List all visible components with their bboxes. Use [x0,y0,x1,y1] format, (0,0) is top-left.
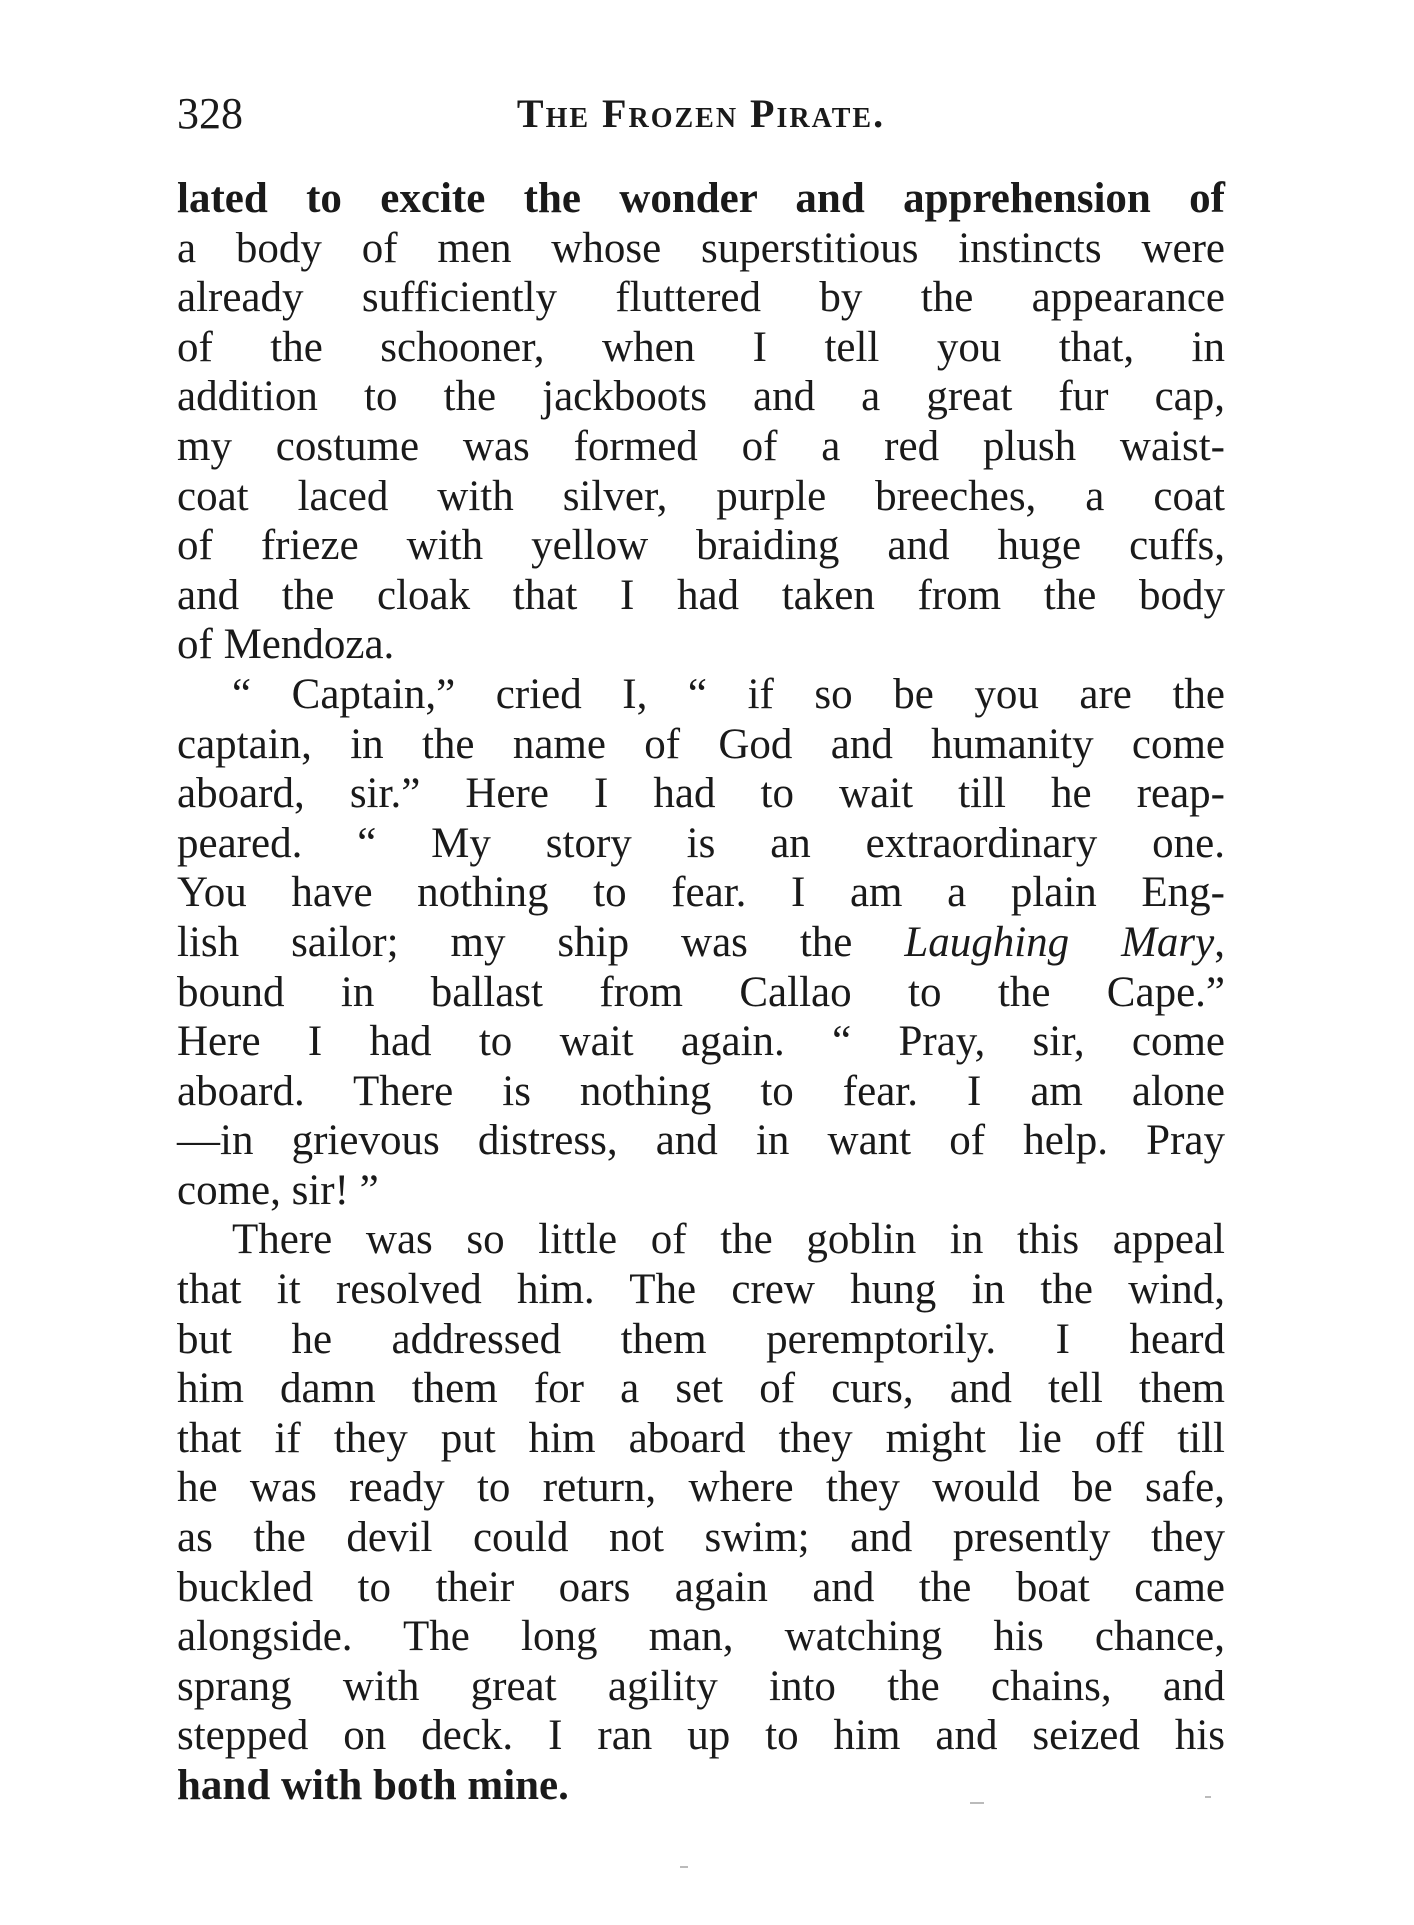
text-line: that it resolved him. The crew hung in the wind, [177,1266,1225,1314]
text-line: but he addressed them peremptorily. I heard [177,1315,1225,1363]
text-line: captain, in the name of God and humanity come [177,720,1225,768]
text-line: peared. “ My story is an extraordinary one. [177,819,1225,867]
body-text [177,174,1225,1811]
text-line: addition to the jackboots and a great fur cap, [177,373,1225,421]
text-line: as the devil could not swim; and presently they [177,1514,1225,1562]
running-title: The Frozen Pirate. [516,91,886,136]
text-line: come, sir! ” [177,1166,379,1214]
text-line: and the cloak that I had taken from the body [177,571,1225,619]
page-number: 328 [177,89,243,138]
ship-name: Laughing Mary [904,918,1215,966]
text-line: You have nothing to fear. I am a plain Eng- [177,869,1225,917]
text-line: he was ready to return, where they would be safe, [177,1464,1225,1512]
text-line-with-italic [177,918,1225,968]
text-line: aboard, sir.” Here I had to wait till he reap- [177,770,1225,818]
line-end: , [1214,918,1226,966]
page-header [177,88,1225,140]
text-line: stepped on deck. I ran up to him and seized his [177,1712,1225,1760]
text-line: that if they put him aboard they might lie off till [177,1414,1225,1462]
text-line: of Mendoza. [177,621,395,669]
text-line: buckled to their oars again and the boat came [177,1563,1225,1611]
text-line: —in grievous distress, and in want of help. Pray [177,1117,1225,1165]
text-line: Here I had to wait again. “ Pray, sir, come [177,1018,1225,1066]
scan-speck [680,1866,688,1868]
text-line: of the schooner, when I tell you that, in [177,323,1225,371]
text-line: of frieze with yellow braiding and huge cuffs, [177,522,1225,570]
line-start: lish sailor; my ship was the [177,918,905,966]
text-line: sprang with great agility into the chains, and [177,1662,1225,1710]
text-line: coat laced with silver, purple breeches, a coat [177,472,1225,520]
scan-speck [1205,1796,1211,1798]
text-line: him damn them for a set of curs, and tell them [177,1365,1225,1413]
text-line: alongside. The long man, watching his chance, [177,1613,1225,1661]
text-line: There was so little of the goblin in this appeal [232,1216,1225,1264]
text-line: “ Captain,” cried I, “ if so be you are the [232,670,1225,718]
text-line: already sufficiently fluttered by the appearance [177,274,1225,322]
text-line: hand with both mine. [177,1762,569,1809]
text-line: my costume was formed of a red plush waist- [177,422,1225,470]
scan-speck [970,1802,984,1804]
text-line: aboard. There is nothing to fear. I am alone [177,1067,1225,1115]
text-line: a body of men whose superstitious instincts were [177,224,1225,272]
text-line: lated to excite the wonder and apprehension of [177,175,1225,222]
text-line: bound in ballast from Callao to the Cape.” [177,968,1225,1016]
